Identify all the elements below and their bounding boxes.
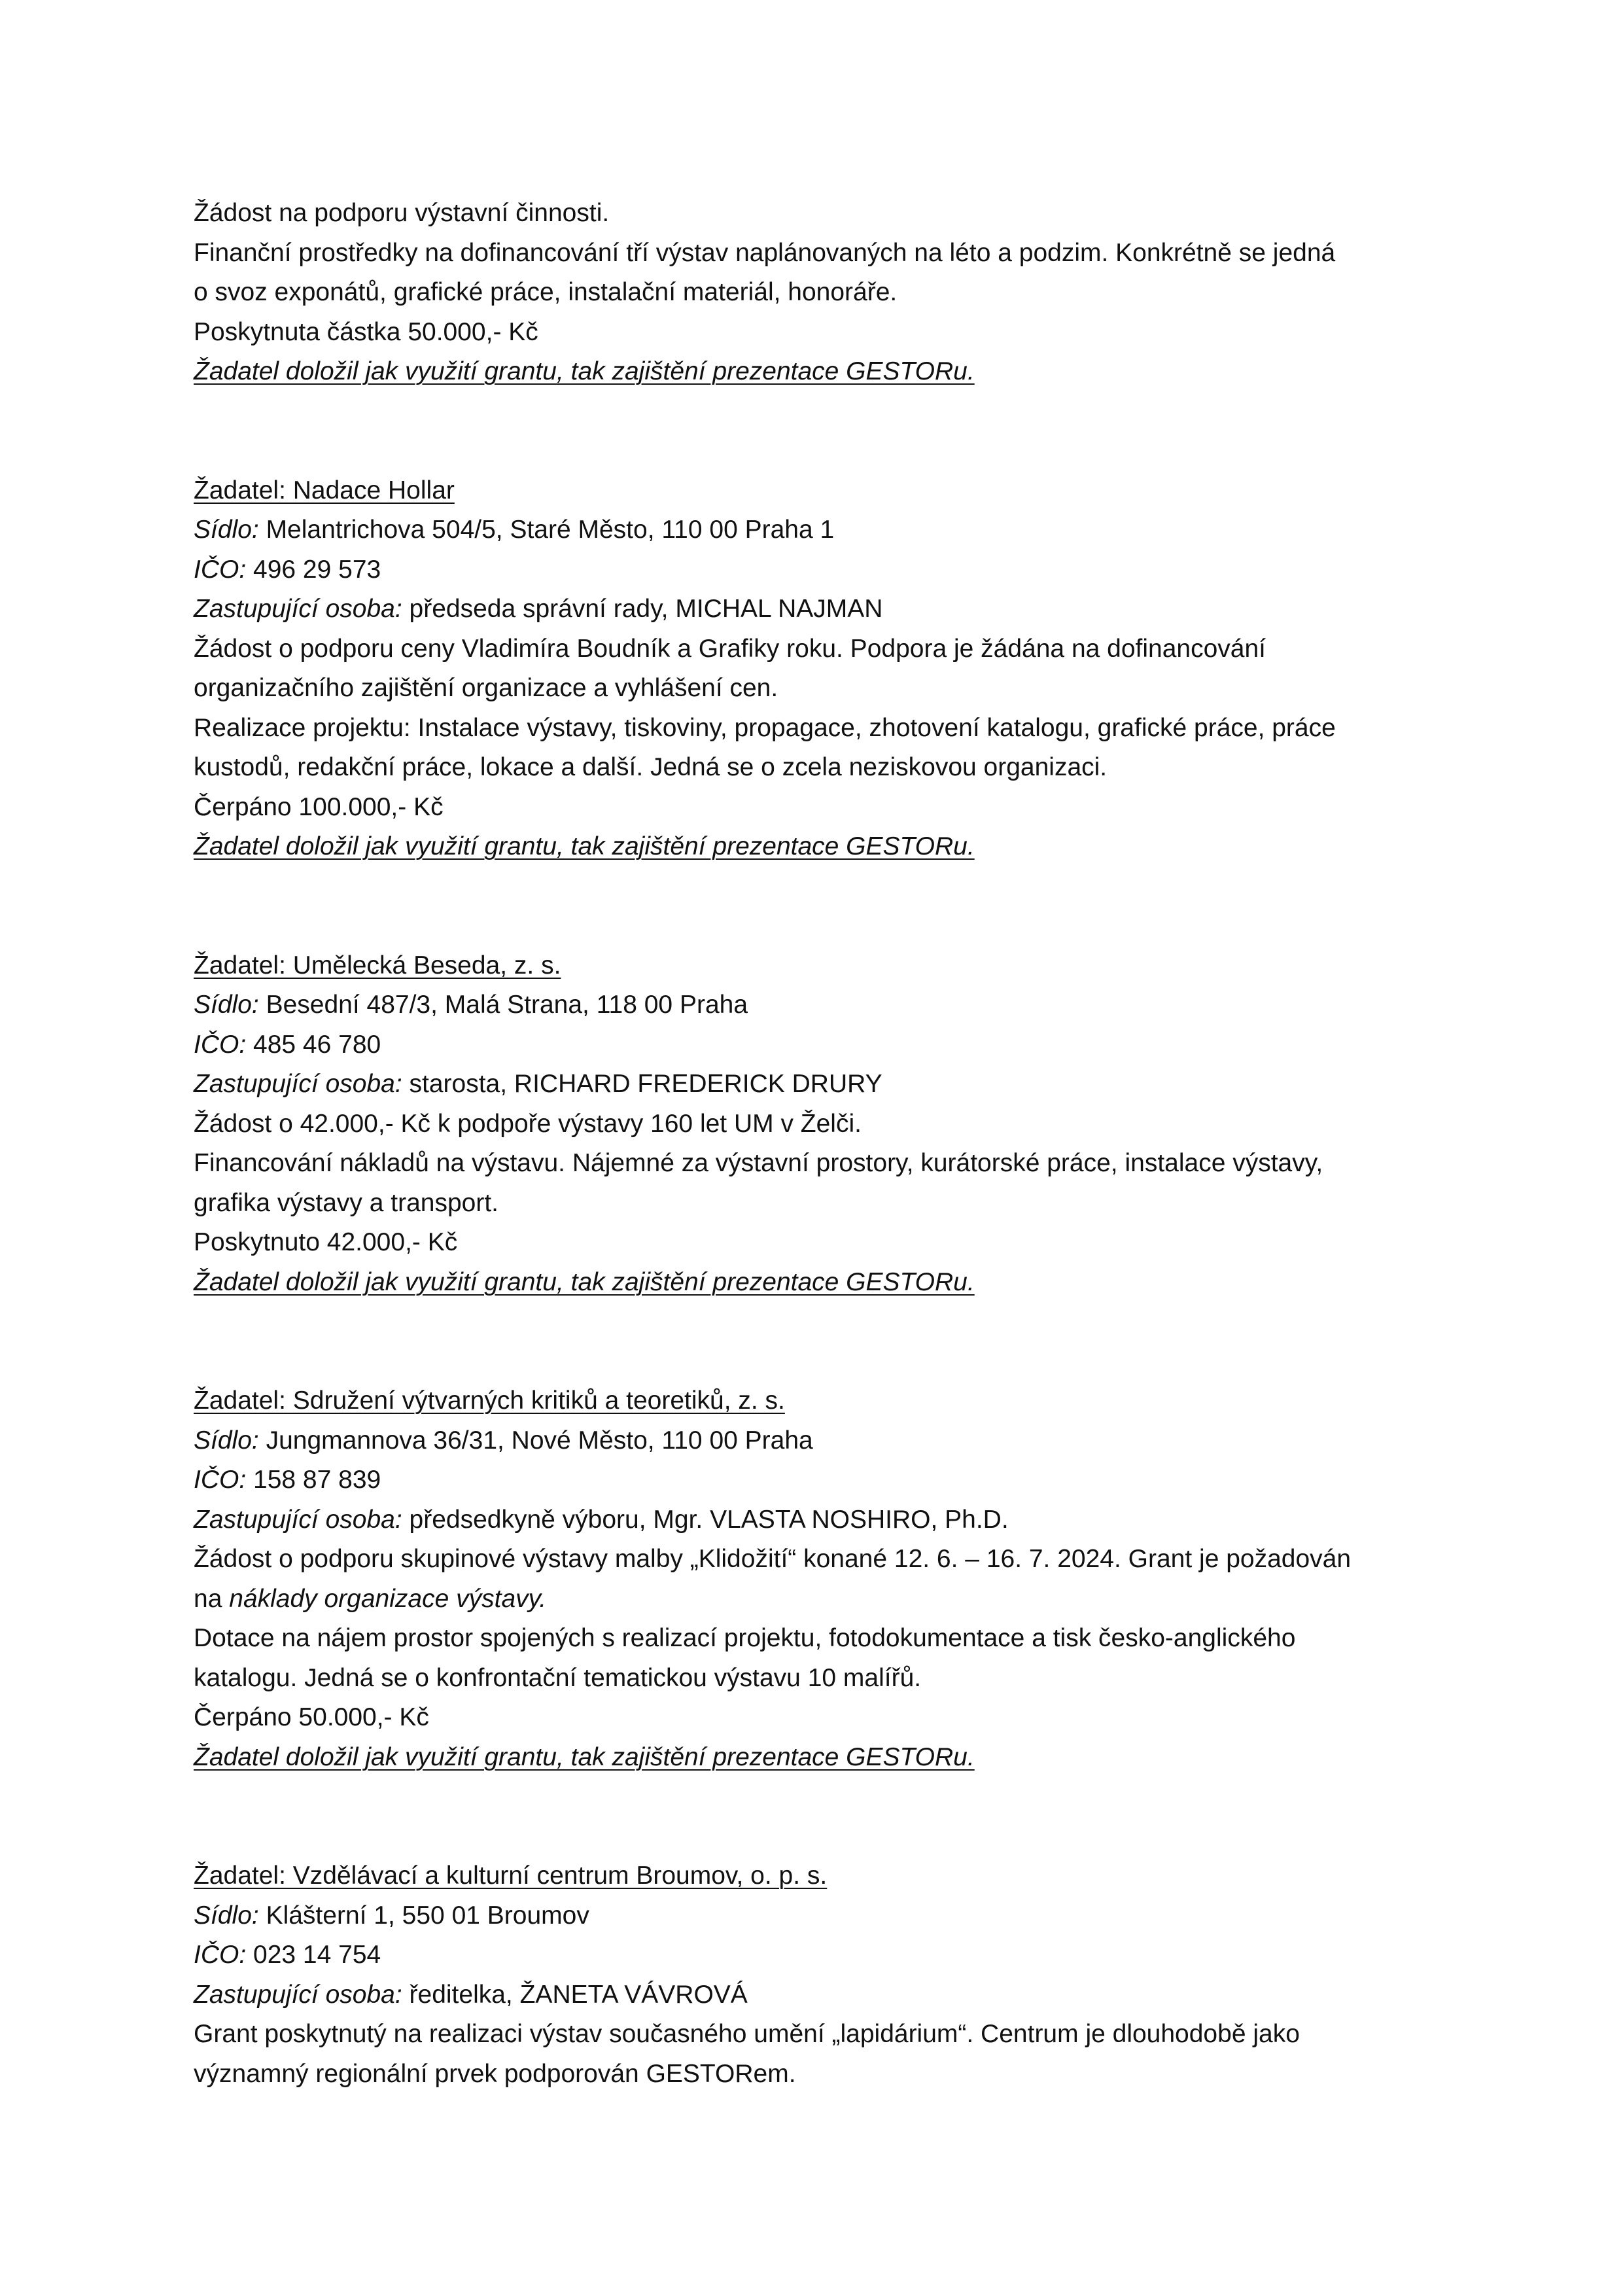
seat-value: Melantrichova 504/5, Staré Město, 110 00 Praha 1 [258, 516, 835, 544]
applicant-body-line: Dotace na nájem prostor spojených s realizací projektu, fotodokumentace a tisk česko-anglického [194, 1624, 1296, 1652]
applicant-body-line: kustodů, redakční práce, lokace a další. Jedná se o zcela neziskovou organizaci. [194, 753, 1108, 781]
ico-label: IČO: [194, 1941, 247, 1969]
body-text: na [194, 1584, 230, 1613]
seat-label: Sídlo: [194, 1901, 259, 1930]
applicant-ico [194, 1025, 1476, 1065]
applicant-seat [194, 1421, 1476, 1461]
intro-line: Žádost na podporu výstavní činnosti. [194, 199, 610, 227]
applicant-body-line: grafika výstavy a transport. [194, 1188, 499, 1217]
applicant-representative [194, 1065, 1476, 1104]
representative-label: Zastupující osoba: [194, 1505, 402, 1534]
section-gap [194, 392, 1476, 471]
representative-value: ředitelka, ŽANETA VÁVROVÁ [402, 1980, 748, 2009]
seat-value: Klášterní 1, 550 01 Broumov [258, 1901, 589, 1930]
applicant-body-line [194, 1580, 1476, 1619]
applicant-note: Žadatel doložil jak využití grantu, tak zajištění prezentace GESTORu. [194, 1267, 975, 1296]
applicant-body-line: Realizace projektu: Instalace výstavy, tiskoviny, propagace, zhotovení katalogu, grafické práce, práce [194, 713, 1336, 742]
applicant-amount: Čerpáno 50.000,- Kč [194, 1703, 429, 1731]
applicant-heading: Žadatel: Sdružení výtvarných kritiků a teoretiků, z. s. [194, 1386, 785, 1415]
applicant-seat [194, 985, 1476, 1025]
applicant-ico [194, 550, 1476, 590]
ico-label: IČO: [194, 555, 247, 584]
applicant-nadace-hollar [194, 471, 1476, 867]
applicant-ico [194, 1935, 1476, 1975]
seat-label: Sídlo: [194, 991, 259, 1019]
applicant-note: Žadatel doložil jak využití grantu, tak zajištění prezentace GESTORu. [194, 1742, 975, 1771]
ico-value: 485 46 780 [246, 1030, 381, 1059]
seat-value: Besední 487/3, Malá Strana, 118 00 Praha [258, 991, 748, 1019]
body-italic-text: náklady organizace výstavy. [229, 1584, 547, 1613]
representative-value: starosta, RICHARD FREDERICK DRURY [402, 1070, 882, 1098]
seat-label: Sídlo: [194, 516, 259, 544]
representative-label: Zastupující osoba: [194, 1070, 402, 1098]
section-gap [194, 1777, 1476, 1856]
applicant-umelecka-beseda [194, 946, 1476, 1303]
applicant-body-line: katalogu. Jedná se o konfrontační tematickou výstavu 10 malířů. [194, 1663, 922, 1692]
applicant-note: Žadatel doložil jak využití grantu, tak zajištění prezentace GESTORu. [194, 832, 975, 860]
section-gap [194, 1302, 1476, 1381]
applicant-amount: Čerpáno 100.000,- Kč [194, 792, 444, 821]
applicant-body-line: Žádost o 42.000,- Kč k podpoře výstavy 160 let UM v Želči. [194, 1109, 862, 1138]
representative-value: předseda správní rady, MICHAL NAJMAN [402, 595, 883, 623]
intro-amount: Poskytnuta částka 50.000,- Kč [194, 317, 538, 346]
representative-label: Zastupující osoba: [194, 1980, 402, 2009]
applicant-body-line: Grant poskytnutý na realizaci výstav současného umění „lapidárium“. Centrum je dlouhodobě jako [194, 2020, 1300, 2048]
applicant-seat [194, 1896, 1476, 1936]
applicant-body-line: Žádost o podporu ceny Vladimíra Boudník a Grafiky roku. Podpora je žádána na dofinancování [194, 634, 1266, 663]
seat-label: Sídlo: [194, 1426, 259, 1455]
document-page [194, 194, 1476, 2094]
intro-section [194, 194, 1476, 392]
applicant-body-line: významný regionální prvek podporován GESTORem. [194, 2059, 796, 2088]
applicant-representative [194, 590, 1476, 629]
intro-note: Žadatel doložil jak využití grantu, tak zajištění prezentace GESTORu. [194, 357, 975, 385]
applicant-body-line: organizačního zajištění organizace a vyhlášení cen. [194, 674, 778, 702]
applicant-body-line: Žádost o podporu skupinové výstavy malby „Klidožití“ konané 12. 6. – 16. 7. 2024. Grant je požadován [194, 1545, 1352, 1573]
representative-value: předsedkyně výboru, Mgr. VLASTA NOSHIRO, Ph.D. [402, 1505, 1009, 1534]
seat-value: Jungmannova 36/31, Nové Město, 110 00 Praha [258, 1426, 813, 1455]
applicant-centrum-broumov [194, 1856, 1476, 2094]
applicant-ico [194, 1460, 1476, 1500]
applicant-heading: Žadatel: Nadace Hollar [194, 476, 455, 504]
ico-value: 023 14 754 [246, 1941, 381, 1969]
ico-value: 158 87 839 [246, 1466, 381, 1494]
ico-label: IČO: [194, 1030, 247, 1059]
applicant-body-line: Financování nákladů na výstavu. Nájemné za výstavní prostory, kurátorské práce, instalace výstavy, [194, 1149, 1323, 1177]
applicant-representative [194, 1500, 1476, 1540]
applicant-amount: Poskytnuto 42.000,- Kč [194, 1228, 458, 1256]
applicant-representative [194, 1975, 1476, 2015]
ico-value: 496 29 573 [246, 555, 381, 584]
applicant-heading: Žadatel: Vzdělávací a kulturní centrum Broumov, o. p. s. [194, 1862, 828, 1890]
intro-line: Finanční prostředky na dofinancování tří výstav naplánovaných na léto a podzim. Konkrétně se jedná [194, 238, 1336, 267]
intro-line: o svoz exponátů, grafické práce, instalační materiál, honoráře. [194, 278, 898, 306]
applicant-heading: Žadatel: Umělecká Beseda, z. s. [194, 951, 561, 980]
representative-label: Zastupující osoba: [194, 595, 402, 623]
applicant-sdruzeni-kritiku [194, 1381, 1476, 1777]
section-gap [194, 867, 1476, 946]
ico-label: IČO: [194, 1466, 247, 1494]
applicant-seat [194, 510, 1476, 550]
